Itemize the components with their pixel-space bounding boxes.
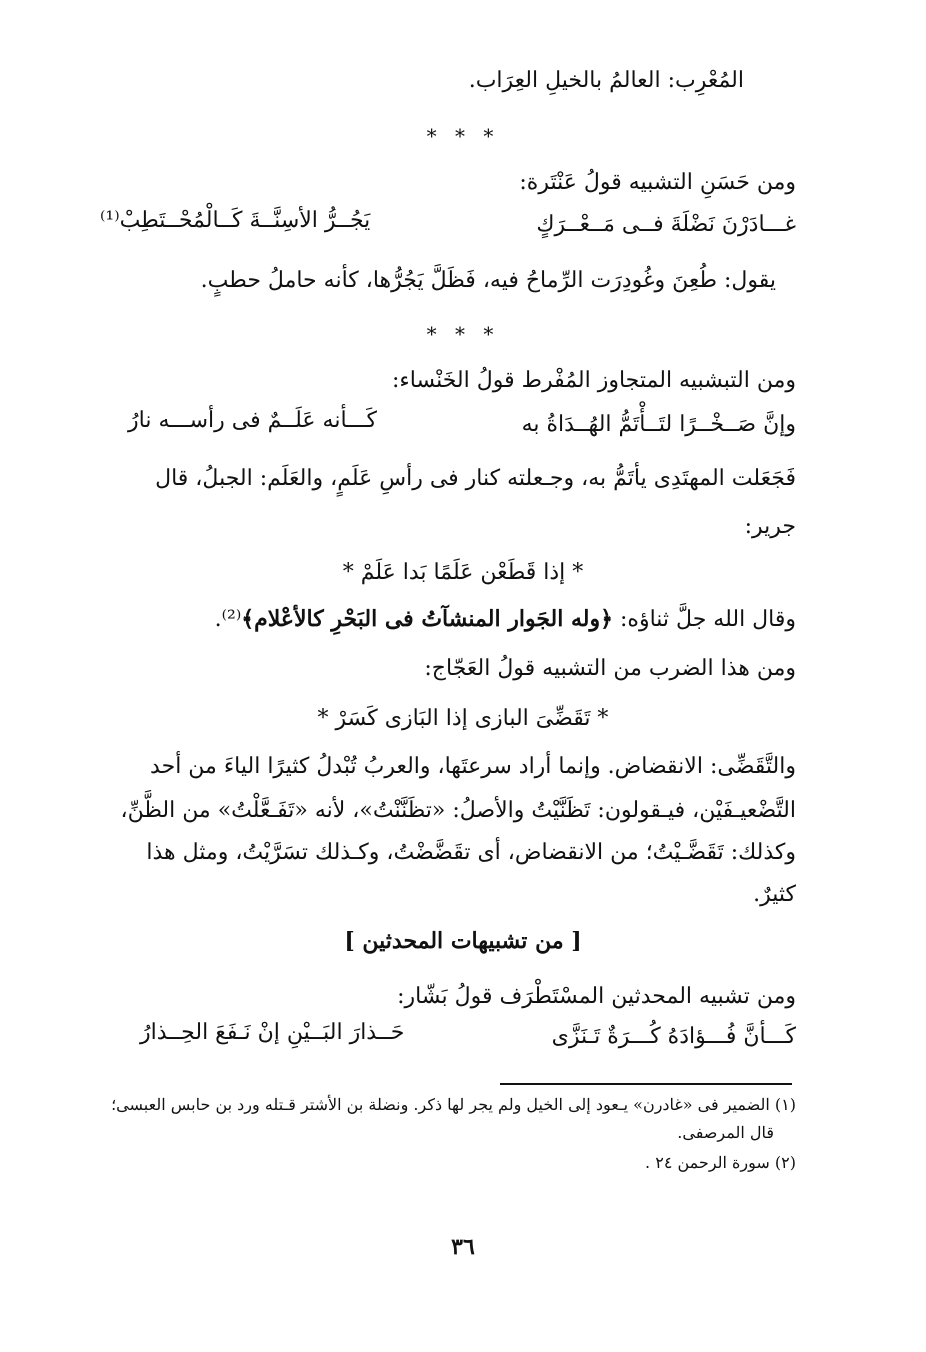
line-taqaddi-3: وكذلك: تَقَضَّـيْتُ؛ من الانقضاض، أى تقَضَّضْتُ، وكـذلك تسَرَّيْتُ، ومثل هذا (146, 840, 796, 865)
line-jarir: جرير: (744, 514, 796, 539)
separator-stars: * * * (426, 124, 500, 148)
quran-verse: ﴿وله الجَوار المنشآتُ فى البَحْرِ كالأعْلام﴾ (241, 606, 614, 632)
verse-bashshar-second-hemistich: حَــذارَ البَــيْنِ إنْ نَـفَعَ الحِــذارُ (140, 1020, 405, 1045)
line-bashshar-intro: ومن تشبيه المحدثين المسْتَطْرَف قولُ بَشّار: (397, 984, 796, 1009)
line-taqaddi-1: والتَّقَضِّى: الانقضاض. وإنما أراد سرعتَها، والعربُ تُبْدلُ كثيرًا الياءَ من أحد (150, 754, 796, 779)
separator-stars: * * * (426, 322, 500, 346)
line-khansa-intro: ومن التبشبيه المتجاوز المُفْرط قولُ الخَنْساء: (392, 368, 796, 393)
footnote-divider (500, 1083, 792, 1085)
section-heading: [ من تشبيهات المحدثين ] (344, 928, 582, 954)
verse-antara-second-hemistich: يَجُــرُّ الأسِنَّــةَ كَــالْمُحْــتَطِبْ⁽¹⁾ (100, 208, 371, 233)
verse-antara-first-hemistich: غـــادَرْنَ نَضْلَةَ فــى مَــعْــرَكٍ (536, 212, 796, 237)
line-khansa-explanation: فَجَعَلت المهتَدِى يأتَمُّ به، وجـعلته كنار فى رأسِ عَلَمٍ، والعَلَم: الجبلُ، قال (155, 466, 796, 491)
footnote-1-line-2: قال المرصفى. (677, 1123, 774, 1142)
footnote-1-line-1: (١) الضمير فى «غادرن» يـعود إلى الخيل ولم يجر لها ذكر. ونضلة بن الأشتر قـتله ورد بن حابس العبسى؛ (111, 1095, 796, 1114)
line-antara-intro: ومن حَسَنِ التشبيه قولُ عَنْتَرة: (519, 170, 796, 195)
footnote-ref-2: ⁽²⁾. (214, 607, 242, 632)
line-taqaddi-4: كثيرٌ. (753, 882, 796, 907)
verse-jarir: * إذا قَطَعْن عَلَمًا بَدا عَلَمْ * (342, 560, 584, 585)
quran-intro: وقال الله جلَّ ثناؤه: (613, 607, 796, 632)
verse-khansa-second-hemistich: كَـــأنه عَلَــمٌ فى رأســـه نارُ (128, 408, 377, 433)
line-murib: المُعْرِب: العالمُ بالخيلِ العِرَاب. (468, 68, 744, 93)
verse-khansa-first-hemistich: وإنَّ صَــخْــرًا لتَــأْتَمُّ الهُــدَاةُ به (521, 412, 796, 437)
page-number: ٣٦ (451, 1234, 475, 1260)
line-taqaddi-2: التَّضْعيـفَيْن، فيـقولون: تَظَنَّيْتُ والأصلُ: «تظَنَّنْتُ»، لأنه «تَفَـعَّلْتُ» من الظَّنِّ، (120, 798, 796, 823)
verse-bashshar-first-hemistich: كَـــأنَّ فُـــؤادَهُ كُـــرَةٌ تَـنَزَّى (551, 1024, 796, 1049)
verse-ajjaj: * تَقَضِّىَ البازى إذا البَازى كَسَرْ * (317, 706, 609, 731)
line-antara-explanation: يقول: طُعِنَ وغُودِرَت الرِّماحُ فيه، فَظَلَّ يَجُرُّها، كأنه حاملُ حطبٍ. (200, 268, 776, 293)
line-ajjaj-intro: ومن هذا الضرب من التشبيه قولُ العَجّاج: (424, 656, 796, 681)
footnote-2: (٢) سورة الرحمن ٢٤ . (645, 1153, 796, 1172)
line-quran-quote (215, 604, 796, 635)
